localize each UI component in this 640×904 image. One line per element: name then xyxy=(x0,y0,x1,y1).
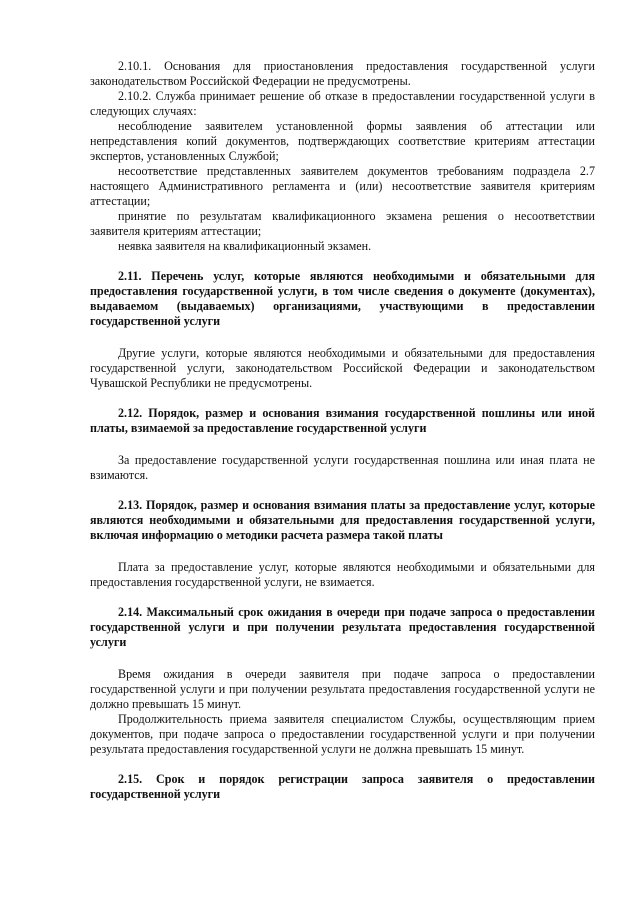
paragraph-2-12-text: За предоставление государственной услуги государственная пошлина или иная плата не взимаются. xyxy=(90,453,595,482)
document-page xyxy=(90,59,595,802)
section-heading-2-12: 2.12. Порядок, размер и основания взимания государственной пошлины или иной платы, взимаемой за предоставление государственной услуги xyxy=(90,406,595,435)
section-heading-2-14: 2.14. Максимальный срок ожидания в очереди при подаче запроса о предоставлении государственной услуги и при получении результата предоставления государственной услуги xyxy=(90,605,595,649)
section-heading-2-13: 2.13. Порядок, размер и основания взимания платы за предоставление услуг, которые являются необходимыми и обязательными для предоставления государственной услуги, включая информацию о методики расчета размера такой платы xyxy=(90,498,595,542)
paragraph-2-11-text: Другие услуги, которые являются необходимыми и обязательными для предоставления государственной услуги, законодательством Российской Федерации и законодательством Чувашской Республики не предусмотрены. xyxy=(90,346,595,390)
refusal-reason-3: принятие по результатам квалификационного экзамена решения о несоответствии заявителя критериям аттестации; xyxy=(90,209,595,238)
refusal-reason-4: неявка заявителя на квалификационный экзамен. xyxy=(118,239,372,253)
paragraph-2-13-text: Плата за предоставление услуг, которые являются необходимыми и обязательными для предоставления государственной услуги, не взимается. xyxy=(90,560,595,589)
section-heading-2-11: 2.11. Перечень услуг, которые являются необходимыми и обязательными для предоставления государственной услуги, в том числе сведения о документе (документах), выдаваемом (выдаваемых) организациями, участвующими в предоставлении государственной услуги xyxy=(90,269,595,328)
refusal-reason-1: несоблюдение заявителем установленной формы заявления об аттестации или непредставления копий документов, подтверждающих соответствие критериям аттестации экспертов, установленных Службой; xyxy=(90,119,595,163)
paragraph-2-14-text-1: Время ожидания в очереди заявителя при подаче запроса о предоставлении государственной услуги и при получении результата предоставления государственной услуги не должно превышать 15 минут. xyxy=(90,667,595,711)
paragraph-2-14-text-2: Продолжительность приема заявителя специалистом Службы, осуществляющим прием документов, при подаче запроса о предоставлении государственной услуги и при получении результата предоставления государственной услуги не должна превышать 15 минут. xyxy=(90,712,595,756)
paragraph-2-10-1: 2.10.1. Основания для приостановления предоставления государственной услуги законодательством Российской Федерации не предусмотрены. xyxy=(90,59,595,88)
refusal-reason-2: несоответствие представленных заявителем документов требованиям подраздела 2.7 настоящего Административного регламента и (или) несоответствие заявителя критериям аттестации; xyxy=(90,164,595,208)
paragraph-2-10-2: 2.10.2. Служба принимает решение об отказе в предоставлении государственной услуги в следующих случаях: xyxy=(90,89,595,118)
section-heading-2-15: 2.15. Срок и порядок регистрации запроса заявителя о предоставлении государственной услуги xyxy=(90,772,595,801)
